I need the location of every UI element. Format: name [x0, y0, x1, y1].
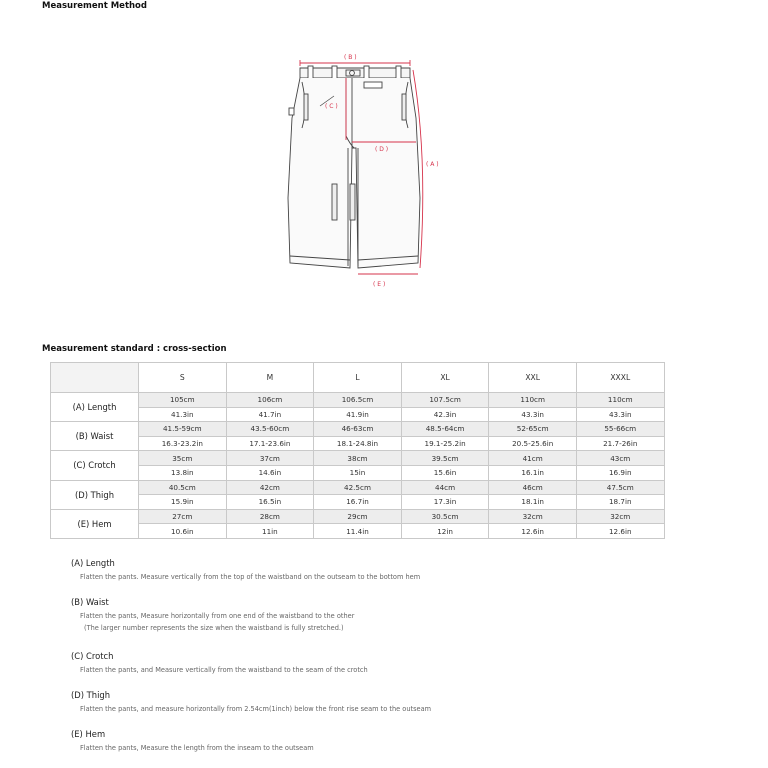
table-cell: 16.1in [489, 465, 577, 480]
table-cell: 32cm [489, 509, 577, 524]
size-header-xxxl: XXXL [576, 363, 664, 393]
table-cell: 13.8in [139, 465, 227, 480]
description-note: (The larger number represents the size when the waistband is fully stretched.) [84, 624, 344, 632]
length-description [71, 558, 420, 581]
size-chart-table [50, 362, 665, 539]
table-cell: 41.9in [314, 407, 402, 422]
table-cell: 107.5cm [401, 393, 489, 408]
table-cell: 37cm [226, 451, 314, 466]
table-cell: 106cm [226, 393, 314, 408]
table-cell: 16.7in [314, 495, 402, 510]
table-cell: 21.7-26in [576, 436, 664, 451]
size-header-s: S [139, 363, 227, 393]
table-cell: 41.3in [139, 407, 227, 422]
pants-outline [288, 66, 420, 268]
table-cell: 15.9in [139, 495, 227, 510]
description-title: (D) Thigh [71, 690, 111, 700]
table-cell: 10.6in [139, 524, 227, 539]
table-cell: 35cm [139, 451, 227, 466]
table-cell: 38cm [314, 451, 402, 466]
table-cell: 106.5cm [314, 393, 402, 408]
size-header-l: L [314, 363, 402, 393]
table-cell: 15in [314, 465, 402, 480]
table-cell: 18.1in [489, 495, 577, 510]
crotch-cm-row [51, 451, 665, 466]
table-cell: 15.6in [401, 465, 489, 480]
table-cell: 28cm [226, 509, 314, 524]
row-label-waist: (B) Waist [51, 422, 139, 451]
table-cell: 17.1-23.6in [226, 436, 314, 451]
table-cell: 48.5-64cm [401, 422, 489, 437]
table-cell: 29cm [314, 509, 402, 524]
table-cell: 42.5cm [314, 480, 402, 495]
table-cell: 27cm [139, 509, 227, 524]
crotch-description [71, 651, 368, 674]
table-cell: 46-63cm [314, 422, 402, 437]
table-cell: 41.5-59cm [139, 422, 227, 437]
table-cell: 16.3-23.2in [139, 436, 227, 451]
table-cell: 55-66cm [576, 422, 664, 437]
table-cell: 43cm [576, 451, 664, 466]
table-cell: 32cm [576, 509, 664, 524]
table-cell: 12.6in [576, 524, 664, 539]
thigh-cm-row [51, 480, 665, 495]
table-cell: 110cm [489, 393, 577, 408]
label-d: ( D ) [375, 146, 389, 153]
table-cell: 41cm [489, 451, 577, 466]
description-text: Flatten the pants, Measure the length from the inseam to the outseam [80, 744, 314, 752]
table-cell: 30.5cm [401, 509, 489, 524]
crotch-in-row [51, 465, 665, 480]
table-cell: 43.5-60cm [226, 422, 314, 437]
measurement-method-title: Measurement Method [42, 1, 147, 11]
size-header-xl: XL [401, 363, 489, 393]
table-cell: 52-65cm [489, 422, 577, 437]
row-label-thigh: (D) Thigh [51, 480, 139, 509]
thigh-in-row [51, 495, 665, 510]
table-cell: 18.7in [576, 495, 664, 510]
table-cell: 40.5cm [139, 480, 227, 495]
table-cell: 47.5cm [576, 480, 664, 495]
table-cell: 19.1-25.2in [401, 436, 489, 451]
row-label-hem: (E) Hem [51, 509, 139, 538]
size-header-row [51, 363, 665, 393]
table-cell: 43.3in [576, 407, 664, 422]
label-c: ( C ) [325, 103, 338, 110]
pants-measurement-diagram [268, 48, 458, 293]
table-cell: 42.3in [401, 407, 489, 422]
description-title: (A) Length [71, 558, 115, 568]
table-cell: 41.7in [226, 407, 314, 422]
table-cell: 17.3in [401, 495, 489, 510]
table-cell: 18.1-24.8in [314, 436, 402, 451]
table-cell: 110cm [576, 393, 664, 408]
description-title: (B) Waist [71, 597, 109, 607]
description-text: Flatten the pants, Measure horizontally from one end of the waistband to the other [80, 612, 355, 620]
label-b: ( B ) [344, 54, 357, 61]
description-text: Flatten the pants. Measure vertically from the top of the waistband on the outseam to the bottom hem [80, 573, 421, 581]
waist-cm-row [51, 422, 665, 437]
table-cell: 43.3in [489, 407, 577, 422]
label-e: ( E ) [373, 281, 386, 288]
description-title: (C) Crotch [71, 651, 114, 661]
table-cell: 105cm [139, 393, 227, 408]
description-text: Flatten the pants, and Measure vertically from the waistband to the seam of the crotch [80, 666, 368, 674]
size-header-m: M [226, 363, 314, 393]
table-cell: 20.5-25.6in [489, 436, 577, 451]
table-cell: 11in [226, 524, 314, 539]
measurement-standard-title: Measurement standard : cross-section [42, 344, 227, 354]
label-a: ( A ) [426, 161, 439, 168]
hem-cm-row [51, 509, 665, 524]
length-in-row [51, 407, 665, 422]
table-cell: 12in [401, 524, 489, 539]
description-text: Flatten the pants, and measure horizontally from 2.54cm(1inch) below the front rise seam to the outseam [80, 705, 432, 713]
table-cell: 42cm [226, 480, 314, 495]
table-cell: 12.6in [489, 524, 577, 539]
table-cell: 14.6in [226, 465, 314, 480]
thigh-description [71, 690, 431, 713]
table-cell: 46cm [489, 480, 577, 495]
hem-in-row [51, 524, 665, 539]
length-cm-row [51, 393, 665, 408]
hem-description [71, 729, 314, 752]
table-cell: 44cm [401, 480, 489, 495]
waist-description [71, 597, 354, 632]
row-label-length: (A) Length [51, 393, 139, 422]
waist-in-row [51, 436, 665, 451]
size-header-xxl: XXL [489, 363, 577, 393]
table-cell: 16.5in [226, 495, 314, 510]
table-cell: 16.9in [576, 465, 664, 480]
table-cell: 11.4in [314, 524, 402, 539]
table-cell: 39.5cm [401, 451, 489, 466]
description-title: (E) Hem [71, 729, 106, 739]
table-corner-cell [51, 363, 139, 393]
row-label-crotch: (C) Crotch [51, 451, 139, 480]
